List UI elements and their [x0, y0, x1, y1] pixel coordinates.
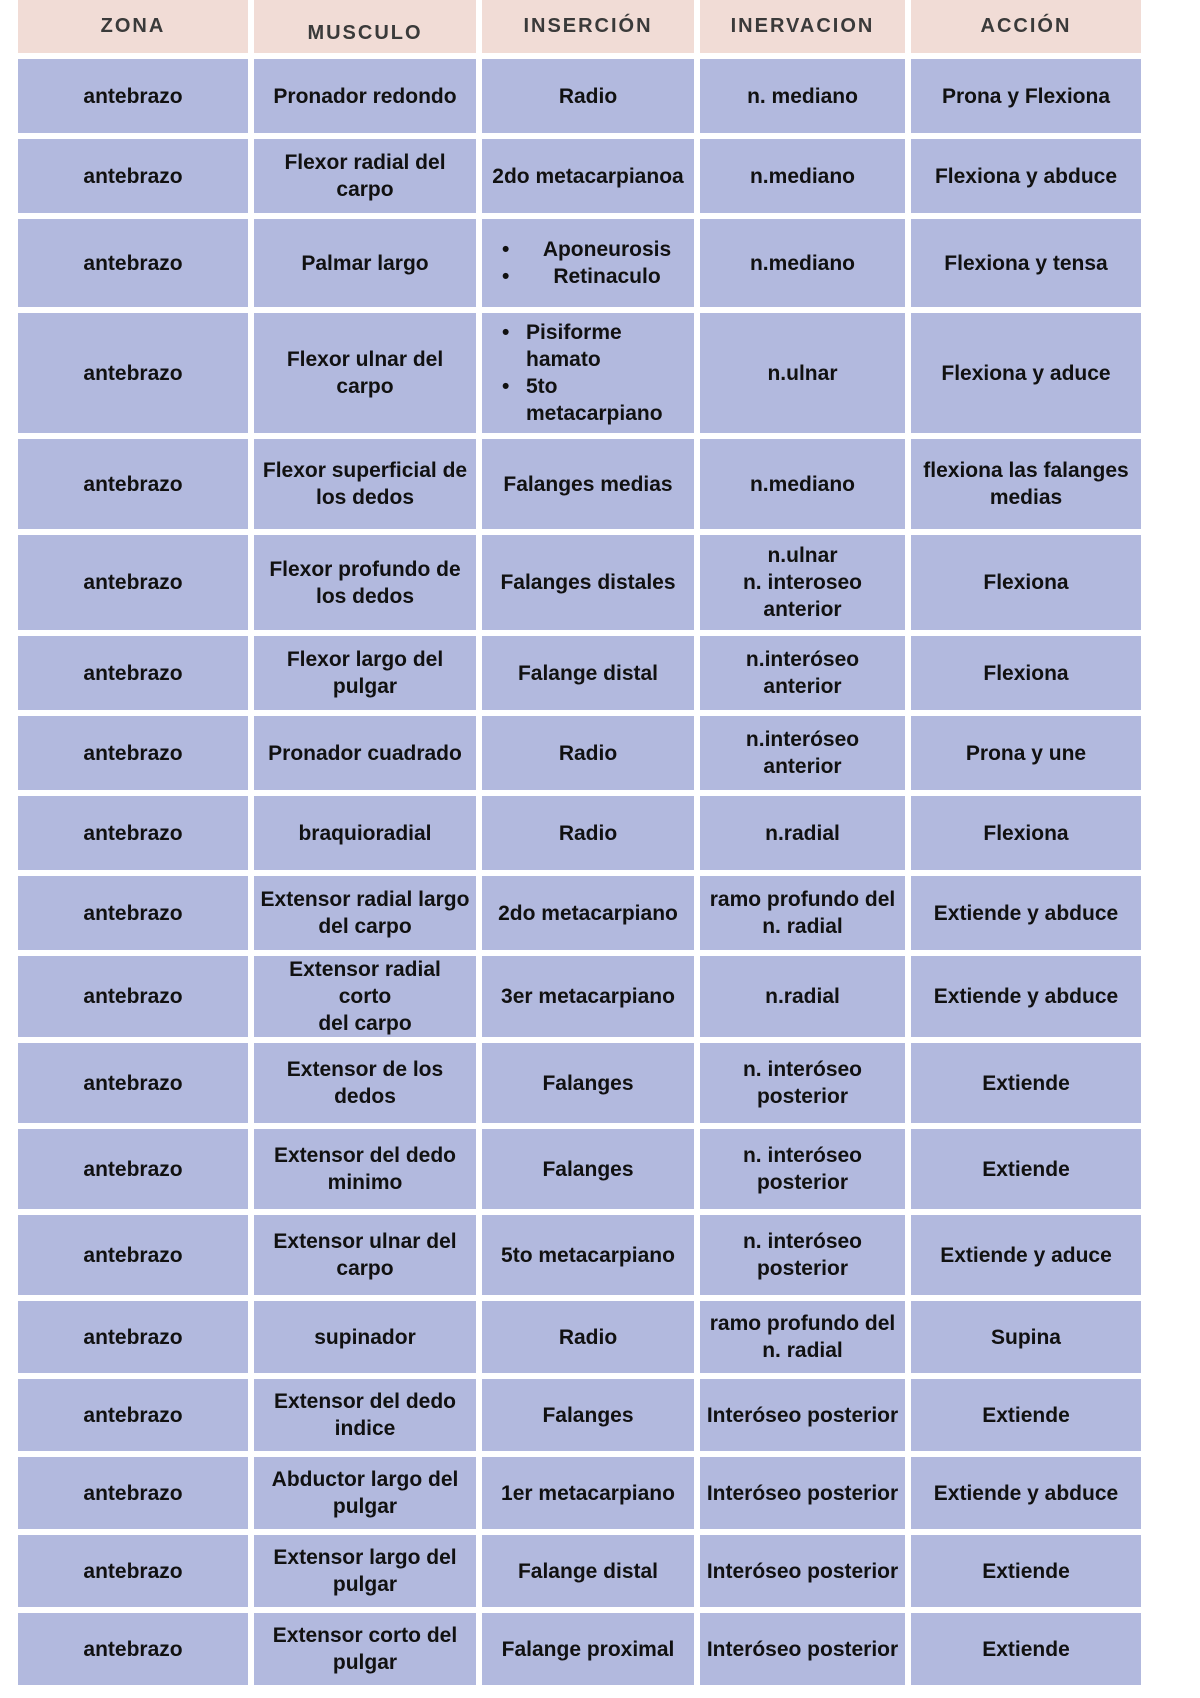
cell-text-line: pulgar — [332, 675, 398, 698]
cell-text-line: Extiende y abduce — [933, 985, 1119, 1008]
cell-musculo — [254, 956, 476, 1037]
insercion-bullet-list — [488, 236, 688, 290]
cell-text-line: los dedos — [315, 486, 415, 509]
cell-musculo — [254, 535, 476, 630]
cell-insercion — [482, 956, 694, 1037]
cell-text-line: Extensor radial corto — [289, 958, 441, 1008]
cell-zona: antebrazo — [18, 956, 248, 1037]
bullet-item: • 5to metacarpiano — [502, 373, 688, 427]
cell-inervacion — [700, 1457, 905, 1529]
cell-zona: antebrazo — [18, 219, 248, 307]
header-accion: ACCIÓN — [911, 0, 1141, 53]
header-inervacion: INERVACION — [700, 0, 905, 53]
cell-zona: antebrazo — [18, 1043, 248, 1123]
cell-text-line: 3er metacarpiano — [501, 985, 675, 1008]
cell-insercion — [482, 439, 694, 529]
cell-text-line: Flexor profundo de — [269, 557, 461, 581]
cell-musculo — [254, 59, 476, 133]
cell-insercion — [482, 636, 694, 710]
table-body — [18, 59, 1141, 1685]
cell-text-line: braquioradial — [298, 821, 432, 845]
cell-insercion — [482, 1457, 694, 1529]
cell-accion — [911, 535, 1141, 630]
cell-inervacion — [700, 876, 905, 950]
cell-musculo — [254, 1301, 476, 1373]
table-row — [18, 1535, 1141, 1607]
cell-inervacion — [700, 1535, 905, 1607]
cell-accion — [911, 636, 1141, 710]
cell-text-line: n. radial — [762, 915, 843, 938]
cell-text-line: n.ulnar — [767, 544, 838, 567]
cell-text-line: n. interóseo — [742, 1058, 863, 1081]
table-row — [18, 1613, 1141, 1685]
cell-text-line: Falanges — [542, 1157, 634, 1181]
cell-accion — [911, 1301, 1141, 1373]
cell-musculo — [254, 716, 476, 790]
cell-text-line: Radio — [558, 1325, 618, 1349]
table-row — [18, 1301, 1141, 1373]
cell-inervacion — [700, 313, 905, 433]
cell-insercion — [482, 1301, 694, 1373]
cell-text-line: n. mediano — [747, 84, 858, 108]
table-row — [18, 716, 1141, 790]
cell-zona: antebrazo — [18, 139, 248, 213]
cell-inervacion — [700, 716, 905, 790]
cell-insercion — [482, 313, 694, 433]
cell-accion — [911, 1379, 1141, 1451]
cell-text-line: Extiende — [982, 1403, 1070, 1427]
cell-text-line: del carpo — [318, 915, 412, 938]
cell-text-line: flexiona las falanges — [923, 459, 1129, 482]
cell-text-line: Falange proximal — [501, 1637, 675, 1661]
cell-musculo — [254, 139, 476, 213]
cell-inervacion — [700, 1215, 905, 1295]
cell-text-line: dedos — [334, 1085, 396, 1108]
cell-text-line: Extensor radial largo — [260, 888, 470, 911]
cell-accion — [911, 1613, 1141, 1685]
cell-insercion — [482, 1535, 694, 1607]
cell-text-line: Extensor del dedo — [273, 1144, 457, 1167]
table-row — [18, 796, 1141, 870]
cell-text-line: 5to metacarpiano — [501, 1243, 675, 1267]
cell-accion — [911, 1535, 1141, 1607]
cell-zona: antebrazo — [18, 313, 248, 433]
cell-inervacion — [700, 535, 905, 630]
cell-inervacion — [700, 1613, 905, 1685]
table-row — [18, 876, 1141, 950]
bullet-item: • Aponeurosis — [502, 236, 688, 263]
cell-text-line: Radio — [558, 821, 618, 845]
cell-text-line: n.interóseo — [745, 728, 860, 751]
cell-insercion — [482, 1379, 694, 1451]
cell-accion — [911, 876, 1141, 950]
cell-accion — [911, 1215, 1141, 1295]
cell-zona: antebrazo — [18, 636, 248, 710]
cell-text-line: Extensor corto del — [272, 1624, 458, 1647]
cell-text-line: del carpo — [318, 1012, 412, 1035]
cell-zona: antebrazo — [18, 796, 248, 870]
header-musculo: MUSCULO — [254, 0, 476, 53]
cell-text-line: n.mediano — [749, 164, 855, 188]
cell-inervacion — [700, 1379, 905, 1451]
cell-inervacion — [700, 796, 905, 870]
cell-zona: antebrazo — [18, 1613, 248, 1685]
cell-text-line: pulgar — [332, 1651, 398, 1674]
cell-insercion — [482, 59, 694, 133]
cell-text-line: pulgar — [332, 1573, 398, 1596]
cell-accion — [911, 439, 1141, 529]
cell-text-line: n.ulnar — [767, 361, 838, 385]
cell-text-line: n.radial — [765, 821, 840, 845]
cell-text-line: Flexor ulnar del — [286, 348, 444, 371]
insercion-bullet-list — [488, 319, 688, 427]
cell-musculo — [254, 1613, 476, 1685]
cell-musculo — [254, 876, 476, 950]
cell-text-line: Pronador cuadrado — [268, 741, 462, 765]
cell-inervacion — [700, 139, 905, 213]
cell-text-line: n. interoseo — [742, 571, 863, 594]
cell-text-line: Flexiona — [983, 661, 1069, 685]
cell-text-line: Radio — [558, 741, 618, 765]
cell-text-line: posterior — [756, 1257, 848, 1280]
table-row — [18, 1215, 1141, 1295]
cell-insercion — [482, 1129, 694, 1209]
table-row — [18, 59, 1141, 133]
cell-text-line: Extiende — [982, 1071, 1070, 1095]
cell-text-line: minimo — [327, 1171, 403, 1194]
cell-text-line: n. radial — [762, 1339, 843, 1362]
cell-musculo — [254, 219, 476, 307]
cell-inervacion — [700, 1129, 905, 1209]
cell-text-line: n.mediano — [749, 251, 855, 275]
cell-zona: antebrazo — [18, 716, 248, 790]
table-row — [18, 1129, 1141, 1209]
cell-musculo — [254, 439, 476, 529]
table-row — [18, 219, 1141, 307]
cell-text-line: n. interóseo — [742, 1230, 863, 1253]
cell-inervacion — [700, 1301, 905, 1373]
cell-insercion — [482, 219, 694, 307]
cell-accion — [911, 1043, 1141, 1123]
cell-text-line: Interóseo posterior — [706, 1637, 899, 1661]
table-row — [18, 313, 1141, 433]
cell-accion — [911, 219, 1141, 307]
cell-insercion — [482, 876, 694, 950]
cell-text-line: carpo — [336, 1257, 394, 1280]
cell-text-line: Extensor del dedo — [273, 1390, 457, 1413]
table-row — [18, 1379, 1141, 1451]
cell-text-line: Falanges — [542, 1403, 634, 1427]
cell-text-line: n.mediano — [749, 472, 855, 496]
cell-inervacion — [700, 636, 905, 710]
cell-text-line: ramo profundo del — [709, 1312, 896, 1335]
cell-inervacion — [700, 439, 905, 529]
table-row — [18, 956, 1141, 1037]
cell-text-line: posterior — [756, 1085, 848, 1108]
cell-text-line: supinador — [314, 1325, 416, 1349]
cell-insercion — [482, 1043, 694, 1123]
cell-zona: antebrazo — [18, 1379, 248, 1451]
cell-musculo — [254, 1535, 476, 1607]
cell-text-line: Abductor largo del — [271, 1468, 459, 1491]
cell-text-line: Extensor ulnar del — [273, 1230, 457, 1253]
cell-insercion — [482, 796, 694, 870]
cell-text-line: Extiende — [982, 1157, 1070, 1181]
cell-text-line: Falanges distales — [500, 571, 676, 594]
cell-zona: antebrazo — [18, 1215, 248, 1295]
cell-text-line: Extiende y aduce — [940, 1243, 1112, 1267]
cell-accion — [911, 59, 1141, 133]
cell-insercion — [482, 535, 694, 630]
header-insercion: INSERCIÓN — [482, 0, 694, 53]
table-row — [18, 1457, 1141, 1529]
cell-inervacion — [700, 1043, 905, 1123]
cell-zona: antebrazo — [18, 1301, 248, 1373]
cell-accion — [911, 313, 1141, 433]
table-row — [18, 636, 1141, 710]
cell-text-line: anterior — [763, 755, 842, 778]
cell-text-line: Prona y Flexiona — [941, 84, 1111, 108]
cell-accion — [911, 716, 1141, 790]
cell-text-line: Extiende y abduce — [933, 901, 1119, 925]
cell-text-line: 2do metacarpianoa — [492, 164, 684, 188]
cell-text-line: ramo profundo del — [709, 888, 896, 911]
cell-accion — [911, 1457, 1141, 1529]
muscle-table — [12, 0, 1147, 1691]
cell-insercion — [482, 139, 694, 213]
cell-text-line: Interóseo posterior — [706, 1481, 899, 1505]
cell-text-line: posterior — [756, 1171, 848, 1194]
cell-text-line: Flexiona — [983, 571, 1069, 594]
cell-text-line: Extiende — [982, 1559, 1070, 1583]
cell-musculo — [254, 1043, 476, 1123]
cell-text-line: anterior — [763, 598, 842, 621]
cell-musculo — [254, 313, 476, 433]
cell-text-line: Flexor superficial de — [262, 459, 468, 482]
cell-zona: antebrazo — [18, 1535, 248, 1607]
cell-text-line: Interóseo posterior — [706, 1559, 899, 1583]
cell-accion — [911, 796, 1141, 870]
cell-insercion — [482, 716, 694, 790]
bullet-item: • Retinaculo — [502, 263, 688, 290]
cell-text-line: indice — [334, 1417, 396, 1440]
cell-musculo — [254, 796, 476, 870]
table-row — [18, 535, 1141, 630]
bullet-item: • Pisiforme hamato — [502, 319, 688, 373]
table-row — [18, 139, 1141, 213]
table-row — [18, 1043, 1141, 1123]
cell-zona: antebrazo — [18, 59, 248, 133]
cell-text-line: Prona y une — [965, 741, 1087, 765]
cell-zona: antebrazo — [18, 1457, 248, 1529]
cell-text-line: los dedos — [315, 584, 415, 608]
cell-text-line: Extiende y abduce — [933, 1481, 1119, 1505]
table-row — [18, 439, 1141, 529]
cell-text-line: Flexor radial del — [284, 151, 446, 174]
cell-text-line: n.radial — [765, 985, 840, 1008]
cell-accion — [911, 956, 1141, 1037]
cell-zona: antebrazo — [18, 1129, 248, 1209]
cell-text-line: Falange distal — [517, 1559, 659, 1583]
cell-insercion — [482, 1613, 694, 1685]
cell-inervacion — [700, 956, 905, 1037]
cell-musculo — [254, 1379, 476, 1451]
cell-zona: antebrazo — [18, 876, 248, 950]
cell-text-line: Flexiona y tensa — [944, 251, 1108, 275]
cell-text-line: anterior — [763, 675, 842, 698]
cell-text-line: Supina — [990, 1325, 1061, 1349]
cell-text-line: Extensor largo del — [273, 1546, 457, 1569]
cell-musculo — [254, 636, 476, 710]
cell-text-line: Falange distal — [517, 661, 659, 685]
cell-text-line: Flexiona — [983, 821, 1069, 845]
cell-accion — [911, 139, 1141, 213]
cell-text-line: Extiende — [982, 1637, 1070, 1661]
cell-text-line: Falanges medias — [503, 472, 673, 496]
cell-text-line: pulgar — [332, 1495, 398, 1518]
cell-text-line: Interóseo posterior — [706, 1403, 899, 1427]
cell-text-line: Palmar largo — [301, 251, 429, 275]
cell-musculo — [254, 1129, 476, 1209]
cell-text-line: Radio — [558, 84, 618, 108]
cell-zona: antebrazo — [18, 439, 248, 529]
cell-text-line: 2do metacarpiano — [498, 901, 678, 925]
cell-text-line: carpo — [336, 375, 394, 398]
cell-text-line: Flexiona y aduce — [941, 361, 1111, 385]
cell-text-line: Extensor de los — [286, 1058, 444, 1081]
header-zona: ZONA — [18, 0, 248, 53]
cell-text-line: Flexor largo del — [286, 648, 444, 671]
cell-text-line: Pronador redondo — [273, 84, 457, 108]
cell-text-line: 1er metacarpiano — [501, 1481, 675, 1505]
cell-text-line: n.interóseo — [745, 648, 860, 671]
cell-insercion — [482, 1215, 694, 1295]
cell-musculo — [254, 1457, 476, 1529]
header-row — [18, 0, 1141, 53]
cell-musculo — [254, 1215, 476, 1295]
cell-inervacion — [700, 219, 905, 307]
cell-text-line: medias — [989, 486, 1063, 509]
cell-text-line: Falanges — [542, 1071, 634, 1095]
cell-accion — [911, 1129, 1141, 1209]
cell-zona: antebrazo — [18, 535, 248, 630]
cell-text-line: n. interóseo — [742, 1144, 863, 1167]
cell-text-line: carpo — [336, 178, 394, 201]
cell-text-line: Flexiona y abduce — [934, 164, 1118, 188]
cell-inervacion — [700, 59, 905, 133]
